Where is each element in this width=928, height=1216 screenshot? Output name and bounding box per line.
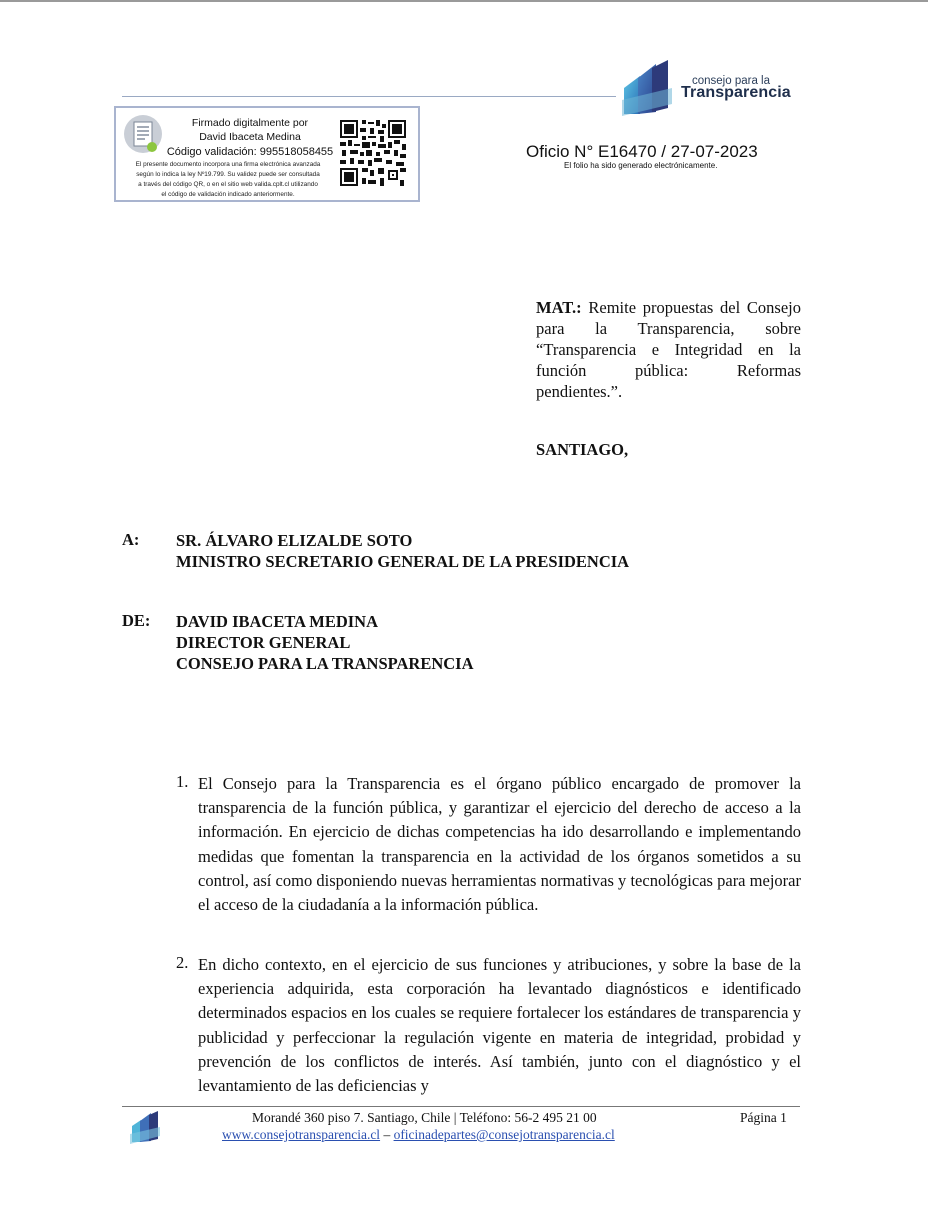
email-link[interactable]: oficinadepartes@consejotransparencia.cl	[393, 1127, 615, 1142]
recipient-block	[176, 530, 629, 572]
from-label: DE:	[122, 611, 151, 630]
signature-legal-note: El presente documento incorpora una firma electrónica avanzada según lo indica la ley Nº19.799. Su validez puede ser consultada a través del código QR, o en el sitio web valida.cplt.cl utilizando el código de validación indicado anteriormente.	[135, 161, 321, 198]
to-label: A:	[122, 530, 140, 549]
footer-separator: –	[383, 1127, 391, 1142]
cplt-logo-icon	[622, 58, 682, 116]
footer-logo-icon	[130, 1110, 166, 1144]
matter-block	[536, 297, 801, 402]
paragraph-2-number: 2.	[176, 953, 189, 972]
footer-links	[222, 1127, 615, 1143]
recipient-title: MINISTRO SECRETARIO GENERAL DE LA PRESIDENCIA	[176, 552, 630, 571]
matter-label: MAT.:	[536, 298, 582, 317]
place-line: SANTIAGO,	[536, 440, 629, 459]
logo-wordmark: Transparencia	[681, 84, 791, 101]
digital-signature-box	[114, 106, 420, 202]
sender-organization: CONSEJO PARA LA TRANSPARENCIA	[176, 654, 474, 673]
paragraph-1: El Consejo para la Transparencia es el órgano público encargado de promover la transparencia de la función pública, y garantizar el ejercicio del derecho de acceso a la información. En ejercicio de dichas competencias ha ido desarrollando e implementando medidas que fomentan la transparencia en la actividad de los órganos sometidos a su control, así como disponiendo nuevas herramientas normativas y tecnológicas para mejorar el acceso de la ciudadanía a la información pública.	[198, 774, 801, 915]
header-rule	[122, 96, 616, 97]
footer-rule	[122, 1106, 800, 1107]
signature-line-1: Firmado digitalmente por	[191, 117, 309, 129]
qr-code-icon[interactable]	[340, 120, 406, 186]
recipient-name: SR. ÁLVARO ELIZALDE SOTO	[176, 531, 413, 550]
oficio-number: Oficio N° E16470 / 27-07-2023	[526, 142, 758, 161]
signer-name: David Ibaceta Medina	[199, 131, 301, 143]
top-border	[0, 0, 928, 2]
folio-note: El folio ha sido generado electrónicamente.	[564, 161, 718, 170]
logo-tagline: consejo para la	[692, 75, 770, 87]
website-link[interactable]: www.consejotransparencia.cl	[222, 1127, 381, 1142]
matter-text: Remite propuestas del Consejo para la Transparencia, sobre “Transparencia e Integridad en la función pública: Reformas pendientes.”.	[536, 298, 802, 401]
sender-title: DIRECTOR GENERAL	[176, 633, 351, 652]
paragraph-1-number: 1.	[176, 772, 189, 791]
page-number: Página 1	[740, 1110, 787, 1125]
paragraph-2: En dicho contexto, en el ejercicio de sus funciones y atribuciones, y sobre la base de la experiencia adquirida, esta corporación ha levantado diagnósticos e identificado determinados espacios en los cuales se requiere fortalecer los estándares de transparencia y publicidad y perfeccionar la regulación vigente en materia de integridad, probidad y prevención de los conflictos de interés. Así también, junto con el diagnóstico y el levantamiento de las deficiencias y	[198, 955, 801, 1096]
sender-block	[176, 611, 474, 674]
sender-name: DAVID IBACETA MEDINA	[176, 612, 379, 631]
footer-address: Morandé 360 piso 7. Santiago, Chile | Teléfono: 56-2 495 21 00	[252, 1110, 597, 1125]
cplt-logo	[622, 58, 802, 118]
validation-code: Código validación: 995518058455	[166, 146, 334, 158]
